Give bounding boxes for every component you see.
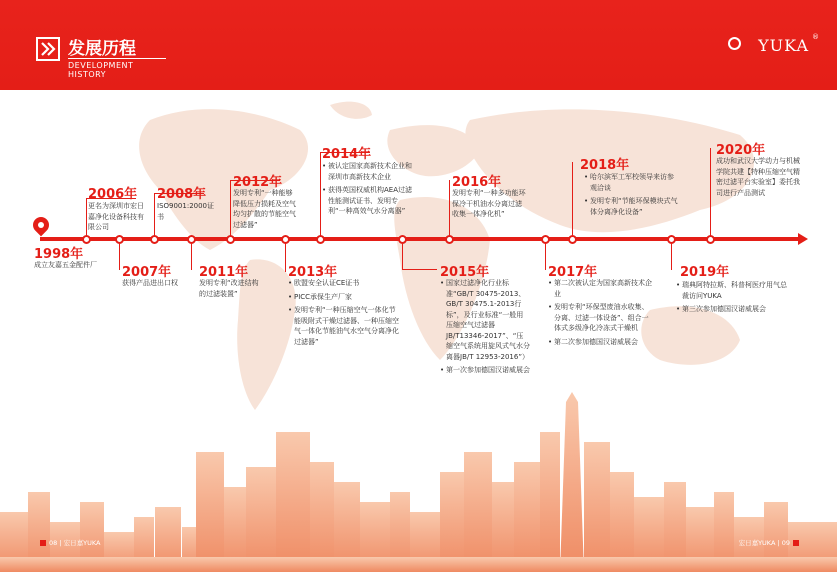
- footer-square-icon: [793, 540, 799, 546]
- connector-2018: [572, 162, 573, 236]
- year-2012: 2012年: [233, 175, 283, 190]
- connector-2020: [710, 148, 711, 236]
- year-2007: 2007年: [122, 265, 172, 280]
- event-2018-list: [584, 172, 680, 220]
- event-2015-item: • 第一次参加德国汉诺威展会: [440, 365, 530, 376]
- event-2014-list: [322, 161, 412, 220]
- year-2019: 2019年: [680, 265, 730, 280]
- event-2019-list: [676, 280, 788, 318]
- year-2020: 2020年: [716, 143, 766, 158]
- connector-2012: [230, 180, 231, 236]
- connector-2008: [154, 193, 155, 236]
- event-2013-item: • 发明专利“一种压缩空气一体化节能吸附式干燥过滤器、一种压缩空气一体化节能油气水空气分离净化 过滤器”: [288, 305, 400, 347]
- year-1998: 1998年: [34, 247, 84, 262]
- connector-2015-h: [402, 269, 437, 270]
- event-2014-item: • 获得英国权威机构AEA过滤性能测试证书、发明专利“一种高效气水分离器”: [322, 185, 412, 217]
- event-2011: 发明专利“改进结构的过滤装置”: [199, 279, 259, 298]
- event-2013-list: [288, 278, 400, 350]
- connector-2014: [320, 152, 321, 236]
- connector-2007: [119, 242, 120, 270]
- year-2014: 2014年: [322, 147, 372, 162]
- event-2008: ISO9001:2000证书: [157, 202, 215, 221]
- event-2020: 成功和武汉大学动力与机械学院共建【特种压缩空气精密过滤平台实验室】委托我司进行产品测试: [716, 157, 800, 197]
- page-title: 发展历程: [68, 39, 136, 59]
- connector-2015: [402, 242, 403, 270]
- year-2013: 2013年: [288, 265, 338, 280]
- event-2012: 发明专利“一种能够降低压力损耗及空气均匀扩散的节能空气过滤器”: [233, 189, 296, 229]
- connector-2011: [191, 242, 192, 270]
- brand-registered-mark: ®: [812, 33, 819, 41]
- year-2016: 2016年: [452, 175, 502, 190]
- page-subtitle: DEVELOPMENT HISTORY: [68, 58, 166, 79]
- gear-logo-icon: [728, 37, 741, 50]
- event-2016: 发明专利“一种多功能环保冷干机油水分离过滤收集一体净化机”: [452, 189, 526, 218]
- world-map-background: [0, 90, 837, 430]
- brand-name: YUKA: [758, 36, 809, 55]
- footer-page-left: [40, 538, 100, 547]
- year-2018: 2018年: [580, 158, 630, 173]
- event-2019-item: • 第三次参加德国汉诺威展会: [676, 304, 788, 315]
- year-2008: 2008年: [157, 187, 207, 202]
- event-2013-item: • 欧盟安全认证CE证书: [288, 278, 400, 289]
- connector-2013: [285, 242, 286, 272]
- event-2015-list: [440, 278, 530, 379]
- event-2015-item: • 国家过滤净化行业标准“GB/T 30475-2013、GB/T 30475.1-2013行标”，及行业标准“一般用压缩空气过滤器JB/T13346-2017”、“压缩空气系统用旋风式气水分离器JB/T 12953-2016”）: [440, 278, 530, 362]
- event-2017-item: • 发明专利“环保型废油水收集、分离、过滤一体设备”、组合一体式多级净化冷冻式干燥机: [548, 302, 652, 334]
- event-2006: 更名为深圳市宏日嘉净化设备科技有限公司: [88, 202, 144, 231]
- event-2014-item: • 被认定国家高新技术企业和深圳市高新技术企业: [322, 161, 412, 182]
- footer-right-text: 宏日嘉YUKA | 09: [738, 539, 790, 547]
- event-2017-item: • 第二次参加德国汉诺威展会: [548, 337, 652, 348]
- event-2018-item: • 发明专利“节能环保模块式气体分离净化设备”: [584, 196, 680, 217]
- footer-square-icon: [40, 540, 46, 546]
- event-2017-item: • 第二次被认定为国家高新技术企业: [548, 278, 652, 299]
- year-2011: 2011年: [199, 265, 249, 280]
- footer-left-text: 08 | 宏日嘉YUKA: [49, 539, 101, 547]
- footer-page-right: [739, 538, 799, 547]
- event-2019-item: • 瑞典阿特拉斯、科普柯医疗用气总裁访问YUKA: [676, 280, 788, 301]
- event-1998: 成立友嘉五金配件厂: [34, 261, 97, 269]
- event-2018-item: • 哈尔滨军工军校领导来访参观洽谈: [584, 172, 680, 193]
- year-2017: 2017年: [548, 265, 598, 280]
- double-chevron-logo-icon: [36, 37, 60, 61]
- header-bar: [0, 0, 837, 90]
- connector-2006: [86, 198, 87, 236]
- event-2013-item: • PICC承保生产厂家: [288, 292, 400, 303]
- connector-2019: [671, 242, 672, 270]
- connector-2016: [449, 180, 450, 236]
- event-2017-list: [548, 278, 652, 350]
- city-skyline-background: [0, 392, 837, 572]
- year-2006: 2006年: [88, 187, 138, 202]
- connector-2017: [545, 242, 546, 270]
- event-2007: 获得产品进出口权: [122, 279, 178, 287]
- timeline-arrowhead: [798, 233, 808, 245]
- year-2015: 2015年: [440, 265, 490, 280]
